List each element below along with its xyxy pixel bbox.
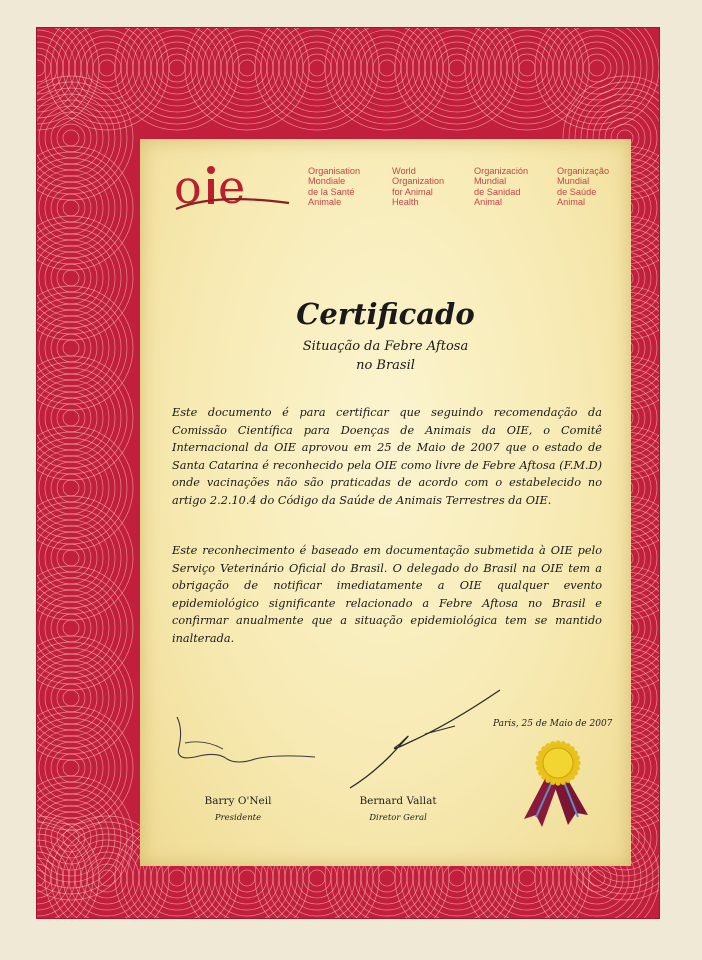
org-line: de Saúde bbox=[557, 186, 597, 197]
certificate-border bbox=[37, 28, 659, 918]
guilloche-ring bbox=[349, 30, 425, 106]
org-line: Animal bbox=[474, 197, 503, 208]
guilloche-ring bbox=[93, 54, 121, 82]
guilloche-ring bbox=[57, 614, 85, 642]
guilloche-ring bbox=[373, 54, 401, 82]
guilloche-ring bbox=[45, 462, 97, 514]
guilloche-ring bbox=[57, 474, 85, 502]
guilloche-ring bbox=[513, 864, 541, 892]
guilloche-ring bbox=[57, 544, 85, 572]
guilloche-ring bbox=[425, 36, 489, 100]
org-line: Organisation bbox=[308, 166, 361, 176]
guilloche-ring bbox=[39, 666, 103, 730]
guilloche-ring bbox=[443, 864, 471, 892]
guilloche-ring bbox=[63, 690, 79, 706]
guilloche-ring bbox=[69, 30, 145, 106]
guilloche-ring bbox=[57, 124, 85, 152]
guilloche-ring bbox=[37, 240, 109, 316]
guilloche-ring bbox=[373, 864, 401, 892]
guilloche-ring bbox=[379, 60, 395, 76]
guilloche-ring bbox=[57, 824, 85, 852]
guilloche-ring bbox=[163, 864, 191, 892]
guilloche-ring bbox=[589, 870, 605, 886]
guilloche-ring bbox=[63, 130, 79, 146]
guilloche-ring bbox=[45, 252, 97, 304]
guilloche-ring bbox=[495, 36, 559, 100]
guilloche-ring bbox=[99, 60, 115, 76]
subtitle-line: Situação da Febre Aftosa bbox=[302, 339, 469, 354]
guilloche-ring bbox=[39, 246, 103, 310]
guilloche-ring bbox=[57, 264, 85, 292]
guilloche-ring bbox=[519, 60, 535, 76]
guilloche-ring bbox=[233, 54, 261, 82]
guilloche-ring bbox=[39, 596, 103, 660]
guilloche-ring bbox=[449, 870, 465, 886]
oie-logo bbox=[174, 159, 294, 219]
guilloche-ring bbox=[583, 54, 611, 82]
guilloche-ring bbox=[239, 870, 255, 886]
director-signature bbox=[330, 684, 510, 794]
guilloche-ring bbox=[379, 870, 395, 886]
guilloche-ring bbox=[37, 60, 45, 76]
guilloche-ring bbox=[45, 602, 97, 654]
guilloche-ring bbox=[37, 100, 109, 176]
guilloche-ring bbox=[553, 28, 641, 112]
guilloche-ring bbox=[39, 526, 103, 590]
guilloche-ring bbox=[309, 60, 325, 76]
guilloche-ring bbox=[39, 736, 103, 800]
guilloche-ring bbox=[513, 54, 541, 82]
guilloche-ring bbox=[571, 42, 623, 94]
director-title: Diretor Geral bbox=[369, 813, 427, 823]
guilloche-ring bbox=[221, 42, 273, 94]
guilloche-ring bbox=[63, 200, 79, 216]
org-name-english bbox=[392, 166, 472, 208]
guilloche-ring bbox=[39, 386, 103, 450]
org-line: Mondiale bbox=[308, 176, 346, 187]
guilloche-ring bbox=[39, 456, 103, 520]
org-line: Mundial bbox=[474, 176, 507, 187]
org-line: Health bbox=[392, 197, 419, 208]
org-line: Organization bbox=[392, 176, 445, 187]
guilloche-ring bbox=[139, 30, 215, 106]
guilloche-ring bbox=[37, 520, 109, 596]
org-name-spanish bbox=[474, 166, 554, 208]
guilloche-ring bbox=[37, 660, 109, 736]
guilloche-ring bbox=[37, 380, 109, 456]
certificate-subtitle bbox=[140, 337, 631, 375]
guilloche-ring bbox=[559, 30, 635, 106]
guilloche-ring bbox=[163, 54, 191, 82]
guilloche-ring bbox=[75, 36, 139, 100]
guilloche-ring bbox=[37, 730, 109, 806]
svg-text:o: o bbox=[174, 160, 200, 214]
place-and-date: Paris, 25 de Maio de 2007 bbox=[493, 719, 613, 729]
guilloche-ring bbox=[169, 60, 185, 76]
guilloche-ring bbox=[443, 54, 471, 82]
guilloche-ring bbox=[57, 684, 85, 712]
guilloche-ring bbox=[37, 590, 109, 666]
org-name-portuguese bbox=[557, 166, 637, 208]
guilloche-ring bbox=[39, 106, 103, 170]
guilloche-ring bbox=[215, 36, 279, 100]
guilloche-ring bbox=[303, 54, 331, 82]
guilloche-ring bbox=[57, 194, 85, 222]
guilloche-ring bbox=[169, 870, 185, 886]
org-line: Organización bbox=[474, 166, 529, 176]
guilloche-ring bbox=[81, 42, 133, 94]
guilloche-ring bbox=[63, 760, 79, 776]
org-line: Animal bbox=[557, 197, 586, 208]
guilloche-ring bbox=[291, 42, 343, 94]
guilloche-ring bbox=[45, 392, 97, 444]
certificate-header bbox=[174, 159, 624, 221]
guilloche-ring bbox=[519, 870, 535, 886]
guilloche-ring bbox=[285, 36, 349, 100]
guilloche-ring bbox=[63, 410, 79, 426]
org-line: de Sanidad bbox=[474, 186, 521, 197]
guilloche-ring bbox=[303, 864, 331, 892]
guilloche-ring bbox=[37, 800, 109, 876]
subtitle-line: no Brasil bbox=[356, 358, 415, 373]
guilloche-ring bbox=[63, 550, 79, 566]
org-line: World bbox=[392, 166, 416, 176]
guilloche-ring bbox=[209, 30, 285, 106]
org-line: Mundial bbox=[557, 176, 590, 187]
guilloche-ring bbox=[589, 60, 605, 76]
guilloche-ring bbox=[145, 36, 209, 100]
guilloche-ring bbox=[45, 532, 97, 584]
guilloche-ring bbox=[239, 60, 255, 76]
guilloche-ring bbox=[45, 182, 97, 234]
guilloche-ring bbox=[37, 310, 109, 386]
org-name-french bbox=[308, 166, 388, 208]
guilloche-ring bbox=[361, 42, 413, 94]
guilloche-ring bbox=[45, 742, 97, 794]
guilloche-ring bbox=[501, 42, 553, 94]
org-line: Organização bbox=[557, 166, 610, 176]
svg-text:e: e bbox=[218, 160, 246, 214]
guilloche-ring bbox=[57, 754, 85, 782]
guilloche-ring bbox=[279, 30, 355, 106]
guilloche-ring bbox=[37, 54, 51, 82]
guilloche-ring bbox=[39, 316, 103, 380]
gold-seal-icon bbox=[518, 733, 598, 833]
guilloche-ring bbox=[309, 870, 325, 886]
guilloche-ring bbox=[63, 620, 79, 636]
org-line: de la Santé bbox=[308, 186, 355, 197]
guilloche-ring bbox=[63, 480, 79, 496]
guilloche-ring bbox=[63, 340, 79, 356]
guilloche-ring bbox=[37, 170, 109, 246]
guilloche-ring bbox=[355, 36, 419, 100]
guilloche-ring bbox=[63, 270, 79, 286]
guilloche-ring bbox=[57, 404, 85, 432]
president-title: Presidente bbox=[214, 813, 262, 823]
president-name: Barry O'Neil bbox=[204, 795, 272, 807]
guilloche-ring bbox=[151, 42, 203, 94]
org-line: Animale bbox=[308, 197, 342, 208]
guilloche-ring bbox=[419, 30, 495, 106]
body-paragraph-2: Este reconhecimento é baseado em documentação submetida à OIE pelo Serviço Veterinário Oficial do Brasil. O delegado do Brasil na OIE tem a obrigação de notificar imediatamente a OIE qualquer evento epidemiológico significante relacionado a Febre Aftosa no Brasil e confirmar anualmente que a situação epidemiológica tem se mantido inalterada. bbox=[172, 544, 602, 645]
guilloche-ring bbox=[233, 864, 261, 892]
guilloche-ring bbox=[69, 840, 145, 916]
guilloche-ring bbox=[431, 42, 483, 94]
body-paragraph-1: Este documento é para certificar que seguindo recomendação da Comissão Científica para Doenças de Animais da OIE, o Comitê Internacional da OIE aprovou em 25 de Maio de 2007 que o estado de Santa Catarina é reconhecido pela OIE como livre de Febre Aftosa (F.M.D) onde vacinações não são praticadas de acordo com o estabelecido no artigo 2.2.10.4 do Código da Saúde de Animais Terrestres da OIE. bbox=[172, 406, 602, 507]
guilloche-ring bbox=[489, 30, 565, 106]
guilloche-ring bbox=[57, 334, 85, 362]
guilloche-ring bbox=[39, 176, 103, 240]
guilloche-ring bbox=[449, 60, 465, 76]
org-line: for Animal bbox=[392, 186, 433, 197]
guilloche-ring bbox=[37, 450, 109, 526]
guilloche-ring bbox=[45, 672, 97, 724]
director-name: Bernard Vallat bbox=[359, 795, 437, 807]
guilloche-ring bbox=[565, 36, 629, 100]
certificate-title: Certificado bbox=[296, 297, 475, 331]
guilloche-ring bbox=[45, 322, 97, 374]
certificate-parchment bbox=[140, 139, 631, 866]
guilloche-ring bbox=[75, 846, 139, 910]
